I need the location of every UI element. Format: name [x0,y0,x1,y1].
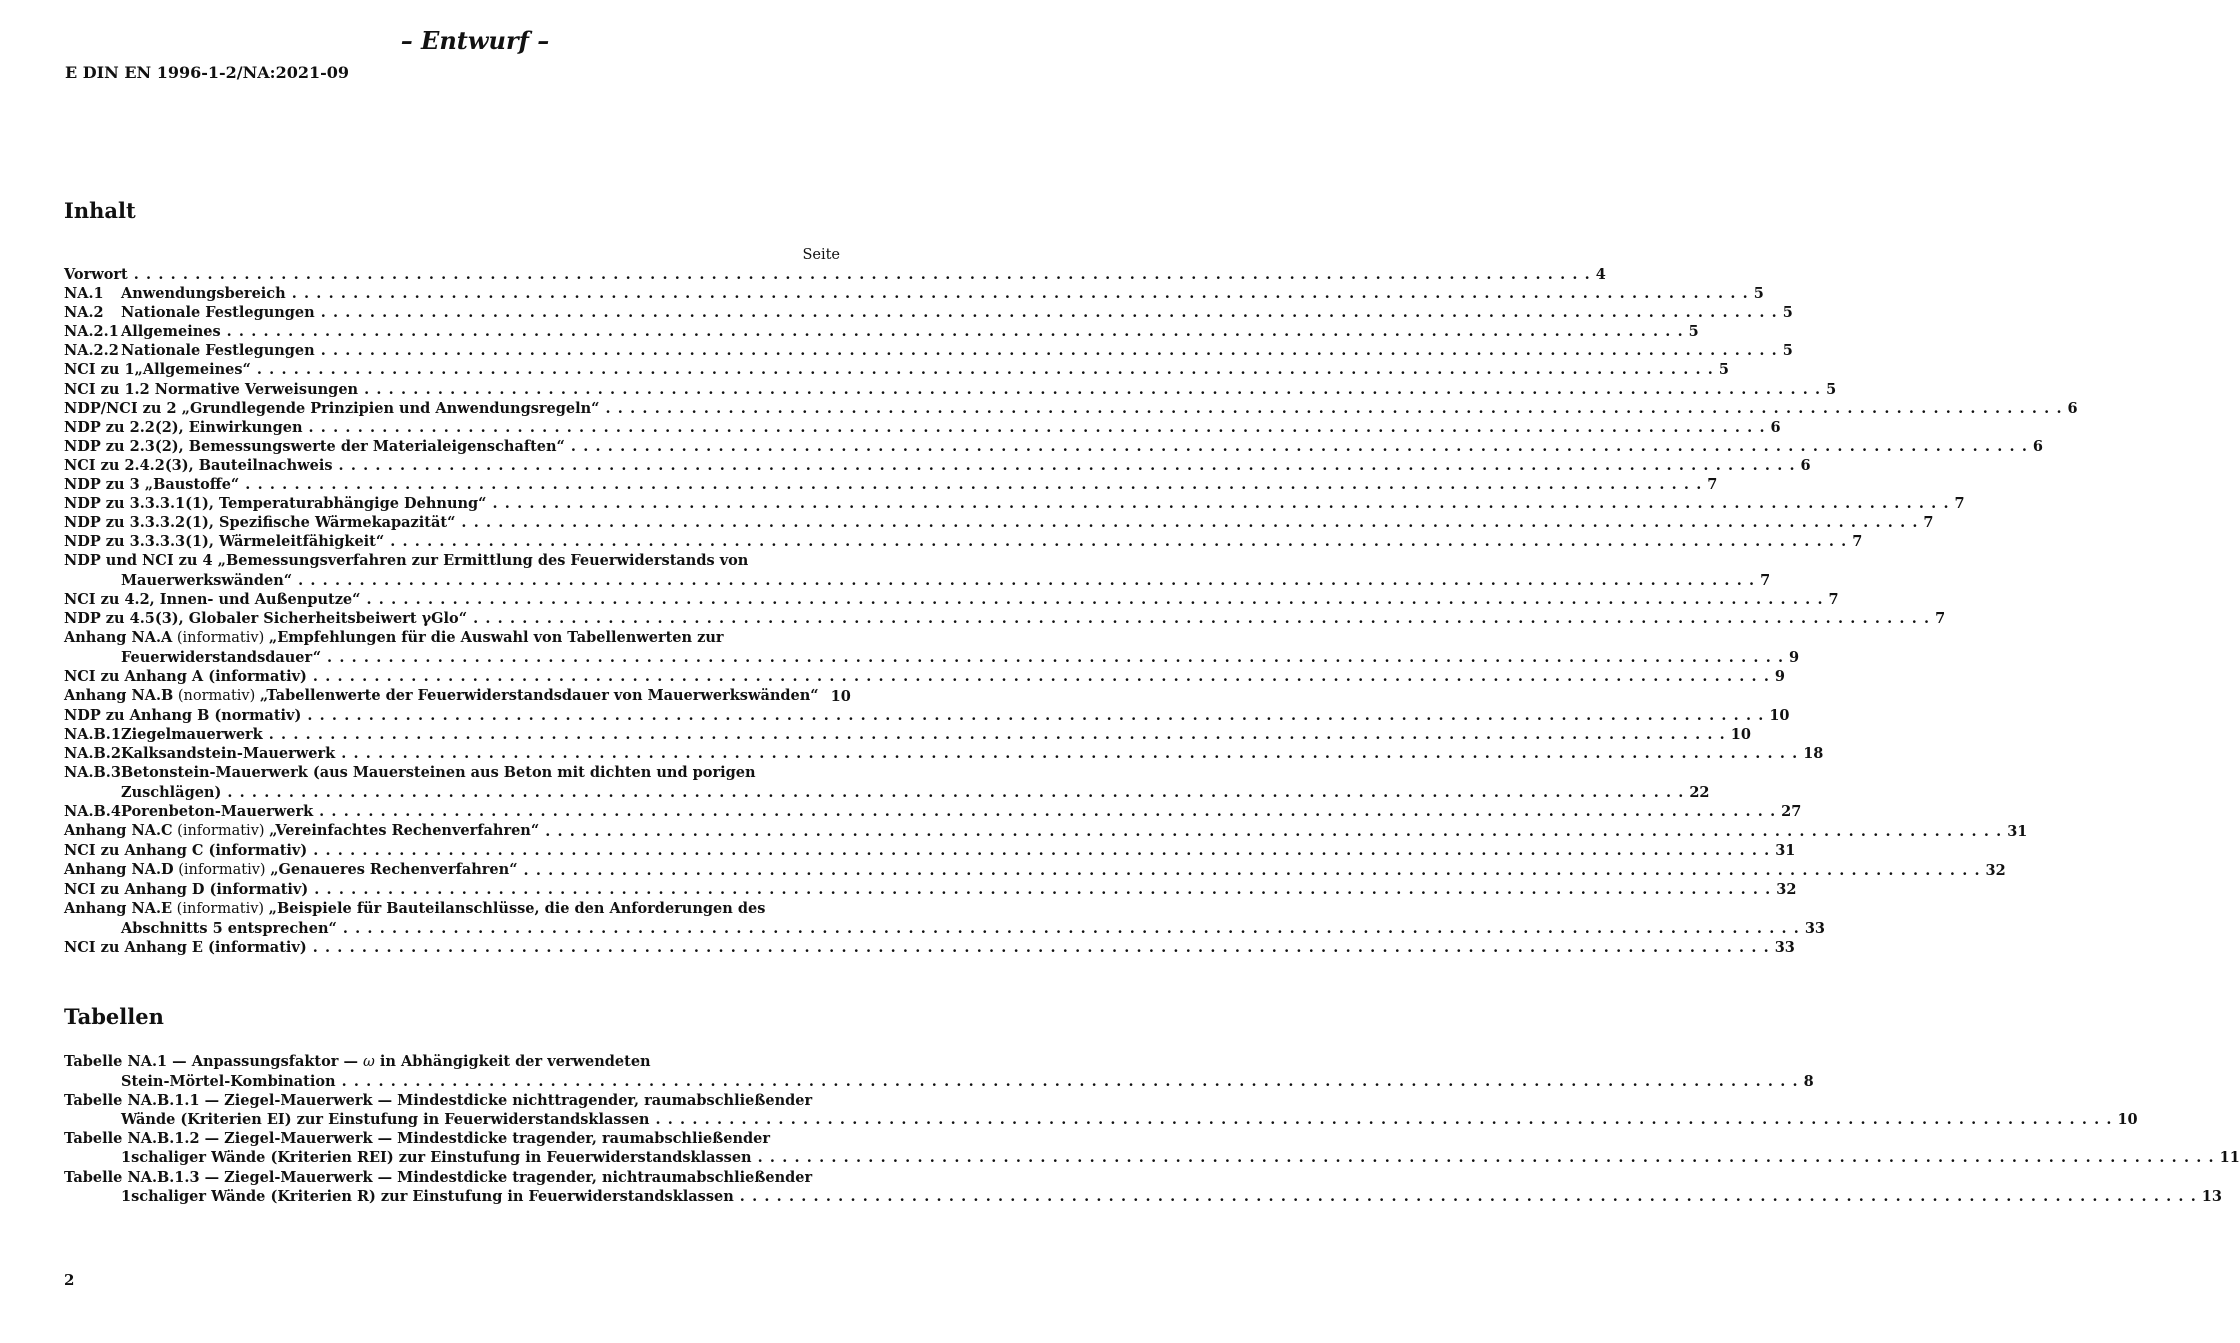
toc-entry-title [64,303,315,322]
toc-annex-title: „Tabellenwerte der Feuerwiderstandsdauer von Mauerwerkswänden“ [259,687,819,705]
toc-entry-text: NCI zu Anhang C (informativ) [64,841,308,859]
toc-entry-text: NCI zu 1„Allgemeines“ [64,361,251,379]
toc-entry-title [64,265,128,284]
toc-page-number: 33 [1774,939,1795,957]
toc-entry-continuation: Abschnitts 5 entsprechen“ [121,920,337,938]
table-entry-line1 [64,1168,2202,1187]
table-page-number: 8 [1803,1073,1814,1091]
toc-entry-line1 [64,763,1689,782]
table-entry-title [64,1129,2220,1167]
toc-entry-text: NCI zu 4.2, Innen- und Außenputze“ [64,590,361,608]
toc-entry-text: NDP zu 3.3.3.1(1), Temperaturabhängige Dehnung“ [64,495,487,513]
toc-entry-text: Anwendungsbereich [121,285,286,303]
toc-entry-line2 [64,919,1805,938]
table-entry-text: in Abhängigkeit der verwendeten [374,1053,651,1070]
leader-dots [227,322,1683,341]
leader-dots [493,494,1949,513]
toc-annex-type: (informativ) [172,901,269,918]
toc-entry-line1 [64,899,1805,919]
leader-dots [364,380,1820,399]
leader-dots [341,744,1797,763]
toc-entry[interactable] [64,821,2028,841]
toc-entry-title [64,725,263,744]
leader-dots [319,802,1775,821]
toc-entry-title [64,609,467,628]
toc-entry-number: NA.B.2 [64,745,121,763]
toc-page-number: 7 [1954,495,1965,513]
toc-entry-number: NA.B.4 [64,802,121,820]
toc-annex-label: Anhang NA.C [64,821,173,839]
toc-entry-title [64,821,539,841]
leader-dots [740,1187,2196,1206]
toc-entry-title [64,475,239,494]
leader-dots [321,303,1777,322]
table-entry-line2 [64,1110,2117,1129]
table-entry-title [64,1052,1804,1091]
toc-entry-title [64,899,1805,938]
table-entry-line1 [64,1052,1804,1072]
toc-entry-title [64,706,301,725]
leader-dots [545,822,2001,841]
table-page-number: 10 [2117,1111,2138,1129]
leader-dots [461,513,1917,532]
toc-entry-text: NDP und NCI zu 4 „Bemessungsverfahren zur Ermittlung des Feuerwiderstands von [64,552,749,570]
toc-entry[interactable] [64,860,2006,880]
toc-page-number: 5 [1782,304,1793,322]
toc-annex-label: Anhang NA.A [64,628,173,646]
toc-entry[interactable] [64,532,1863,551]
leader-dots [269,725,1725,744]
table-list-entry[interactable] [64,1052,1814,1091]
toc-entry-title [64,686,819,706]
toc-entry[interactable] [64,802,1802,821]
toc-entry-text: NCI zu 1.2 Normative Verweisungen [64,380,359,398]
toc-page-number: 7 [1852,533,1863,551]
leader-dots [571,437,2027,456]
toc-entry-title [64,763,1689,801]
toc-page-number: 27 [1781,802,1802,820]
toc-annex-type: (informativ) [172,629,269,646]
toc-page-number: 10 [1769,707,1790,725]
table-entry-text: Tabelle NA.B.1.1 — Ziegel-Mauerwerk — Mindestdicke nichttragender, raumabschließender [64,1092,813,1110]
table-entry-title [64,1168,2202,1206]
toc-entry-title [64,418,303,437]
leader-dots [314,880,1770,899]
toc-page-number: 5 [1688,323,1699,341]
leader-dots [313,938,1769,957]
toc-annex-label: Anhang NA.B [64,687,174,705]
toc-entry[interactable] [64,628,1800,667]
toc-entry[interactable] [64,763,1710,801]
toc-entry[interactable] [64,938,1795,957]
table-entry-line1 [64,1129,2220,1148]
toc-entry[interactable] [64,667,1785,686]
table-list-entry[interactable] [64,1091,2138,1129]
leader-dots [321,341,1777,360]
leader-dots [655,1110,2111,1129]
contents-heading: Inhalt [64,198,136,223]
toc-entry-number: NA.1 [64,285,104,303]
toc-page-number: 7 [1707,476,1718,494]
leader-dots [473,609,1929,628]
toc-annex-type: (informativ) [173,861,271,878]
toc-entry-text: NCI zu Anhang D (informativ) [64,881,309,898]
leader-dots [524,861,1980,880]
toc-page-number: 7 [1935,609,1946,627]
toc-entry-text: Nationale Festlegungen [121,342,315,360]
page-column-label: Seite [802,247,840,263]
toc-entry[interactable] [64,380,1837,399]
toc-entry[interactable] [64,706,1790,725]
toc-entry[interactable] [64,725,1751,744]
toc-entry[interactable] [64,418,1781,437]
tables-heading: Tabellen [64,1004,164,1029]
leader-dots [257,360,1713,379]
toc-page-number: 5 [1753,285,1764,303]
toc-entry-title [64,322,221,341]
toc-page-number: 32 [1985,861,2006,879]
toc-entry-line2 [64,648,1789,667]
toc-entry-text: NCI zu Anhang E (informativ) [64,939,307,957]
toc-entry[interactable] [64,322,1699,341]
toc-entry-title [64,802,313,821]
toc-entry-line2 [64,571,1760,590]
toc-entry-number: NA.B.1 [64,726,121,744]
toc-page-number: 31 [2007,822,2028,840]
leader-dots [327,648,1783,667]
toc-entry-title [64,880,308,899]
toc-entry-continuation: Mauerwerkswänden“ [121,571,293,589]
leader-dots [339,456,1795,475]
table-list-entry[interactable] [64,1129,2240,1167]
leader-dots [134,265,1590,284]
table-entry-continuation: Stein-Mörtel-Kombination [121,1073,336,1091]
toc-entry-text: NDP zu 3.3.3.2(1), Spezifische Wärmekapazität“ [64,514,456,532]
toc-entry[interactable] [64,399,2078,418]
table-entry-text: Tabelle NA.B.1.2 — Ziegel-Mauerwerk — Mindestdicke tragender, raumabschließender [64,1130,771,1148]
toc-entry-line2 [64,783,1689,802]
leader-dots [309,418,1765,437]
toc-page-number: 18 [1803,745,1824,763]
toc-entry-title [64,667,307,686]
toc-page-number: 5 [1826,380,1837,398]
leader-dots [606,399,2062,418]
table-page-number: 11 [2219,1149,2240,1167]
toc-entry-number: NA.B.3 [64,764,121,782]
toc-entry[interactable] [64,456,1811,475]
toc-entry[interactable] [64,475,1718,494]
toc-page-number: 6 [1770,418,1781,436]
toc-entry-text: Allgemeines [121,323,221,341]
toc-entry-title [64,341,315,360]
toc-page-number: 10 [1730,726,1751,744]
toc-entry-title [64,744,335,763]
table-entry-line1 [64,1091,2117,1110]
leader-dots [298,571,1754,590]
toc-entry[interactable] [64,265,1606,284]
toc-entry-title [64,841,307,860]
leader-dots [367,590,1823,609]
toc-entry-title [64,938,307,957]
toc-page-number: 5 [1718,361,1729,379]
toc-entry-title [64,380,358,399]
toc-page-number: 7 [1760,571,1771,589]
table-entry-line2 [64,1187,2202,1206]
toc-entry-number: NA.2.1 [64,323,119,341]
table-entry-continuation: 1schaliger Wände (Kriterien REI) zur Einstufung in Feuerwiderstandsklassen [121,1149,752,1167]
page-number: 2 [64,1271,75,1289]
toc-entry-text: NDP zu 3.3.3.3(1), Wärmeleitfähigkeit“ [64,533,385,551]
toc-entry-text: NDP zu 3 „Baustoffe“ [64,476,240,494]
table-page-number: 13 [2201,1187,2222,1205]
toc-entry-line1 [64,628,1789,648]
toc-entry[interactable] [64,360,1729,379]
toc-entry[interactable] [64,341,1793,360]
toc-entry-title [64,494,487,513]
toc-entry[interactable] [64,551,1771,589]
leader-dots [227,783,1683,802]
toc-entry[interactable] [64,744,1824,763]
toc-entry-text: NDP zu Anhang B (normativ) [64,707,302,725]
toc-entry-text: Kalksandstein-Mauerwerk [121,745,336,763]
toc-entry-text: Porenbeton-Mauerwerk [121,802,314,820]
toc-entry[interactable] [64,686,851,706]
toc-entry-title [64,284,286,303]
omega-symbol: ω [363,1054,375,1070]
toc-entry-text: Nationale Festlegungen [121,304,315,322]
toc-page-number: 6 [2067,399,2078,417]
toc-page-number: 9 [1774,667,1785,685]
toc-entry-text: NDP/NCI zu 2 „Grundlegende Prinzipien und Anwendungsregeln“ [64,399,600,417]
toc-entry-continuation: Feuerwiderstandsdauer“ [121,648,322,666]
toc-page-number: 31 [1775,841,1796,859]
toc-entry-text: Vorwort [64,266,128,283]
toc-page-number: 22 [1689,783,1710,801]
toc-entry-text: Betonstein-Mauerwerk (aus Mauersteinen aus Beton mit dichten und porigen [121,764,756,782]
toc-page-number: 6 [2032,437,2043,455]
toc-entry-text: Ziegelmauerwerk [121,726,263,744]
toc-page-number: 10 [830,688,851,706]
toc-annex-title: „Vereinfachtes Rechenverfahren“ [269,821,540,839]
table-entry-line2 [64,1148,2220,1167]
toc-entry[interactable] [64,303,1793,322]
toc-entry-line1 [64,551,1760,570]
toc-page-number: 32 [1776,881,1797,898]
toc-page-number: 7 [1828,590,1839,608]
table-of-contents [64,265,2078,957]
toc-entry-title [64,628,1789,667]
leader-dots [342,1072,1798,1091]
leader-dots [758,1148,2214,1167]
leader-dots [292,284,1748,303]
toc-annex-title: „Empfehlungen für die Auswahl von Tabellenwerten zur [268,628,724,646]
toc-entry-number: NA.2 [64,304,104,322]
toc-entry-title [64,532,384,551]
toc-page-number: 33 [1804,920,1826,938]
table-entry-continuation: 1schaliger Wände (Kriterien R) zur Einstufung in Feuerwiderstandsklassen [121,1187,734,1205]
leader-dots [390,532,1846,551]
toc-entry-title [64,399,600,418]
toc-entry[interactable] [64,841,1796,860]
toc-entry[interactable] [64,513,1934,532]
toc-entry-title [64,860,518,880]
toc-entry[interactable] [64,590,1839,609]
toc-entry-title [64,456,333,475]
toc-annex-label: Anhang NA.D [64,860,174,878]
table-entry-line2 [64,1072,1804,1091]
toc-page-number: 9 [1789,648,1800,666]
table-entry-title [64,1091,2117,1129]
toc-annex-title: „Beispiele für Bauteilanschlüsse, die den Anforderungen des [268,900,766,918]
leader-dots [313,841,1769,860]
leader-dots [307,706,1763,725]
toc-entry-title [64,513,455,532]
toc-entry[interactable] [64,899,1826,938]
toc-entry[interactable] [64,880,1797,899]
toc-entry-text: NCI zu 2.4.2(3), Bauteilnachweis [64,456,333,474]
toc-entry-text: NCI zu Anhang A (informativ) [64,667,307,685]
toc-entry-text: NDP zu 4.5(3), Globaler Sicherheitsbeiwert γGlo“ [64,609,468,627]
toc-entry-continuation: Zuschlägen) [121,783,222,801]
document-id: E DIN EN 1996-1-2/NA:2021-09 [65,63,350,82]
toc-entry-title [64,590,361,609]
toc-entry[interactable] [64,494,1965,513]
toc-entry[interactable] [64,437,2043,456]
toc-entry[interactable] [64,284,1764,303]
table-entry-continuation: Wände (Kriterien EI) zur Einstufung in Feuerwiderstandsklassen [121,1111,650,1129]
toc-page-number: 7 [1923,514,1934,532]
table-list-entry[interactable] [64,1168,2222,1206]
toc-page-number: 5 [1782,342,1793,360]
toc-entry-text: NDP zu 2.2(2), Einwirkungen [64,418,303,436]
toc-annex-label: Anhang NA.E [64,900,173,918]
toc-annex-type: (normativ) [173,688,260,705]
table-entry-text: Tabelle NA.1 — Anpassungsfaktor — [64,1053,364,1070]
table-entry-text: Tabelle NA.B.1.3 — Ziegel-Mauerwerk — Mindestdicke tragender, nichtraumabschließender [64,1168,813,1186]
draft-label: – Entwurf – [400,26,550,55]
toc-page-number: 4 [1595,266,1606,283]
toc-annex-type: (informativ) [172,822,270,839]
leader-dots [343,919,1799,938]
toc-annex-title: „Genaueres Rechenverfahren“ [270,860,518,878]
toc-entry-title [64,360,251,379]
toc-page-number: 6 [1800,456,1811,474]
toc-entry-number: NA.2.2 [64,342,119,360]
list-of-tables [64,1052,2240,1206]
toc-entry-title [64,551,1760,589]
toc-entry-title [64,437,565,456]
toc-entry[interactable] [64,609,1946,628]
leader-dots [245,475,1701,494]
leader-dots [313,667,1769,686]
toc-entry-text: NDP zu 2.3(2), Bemessungswerte der Materialeigenschaften“ [64,437,565,455]
